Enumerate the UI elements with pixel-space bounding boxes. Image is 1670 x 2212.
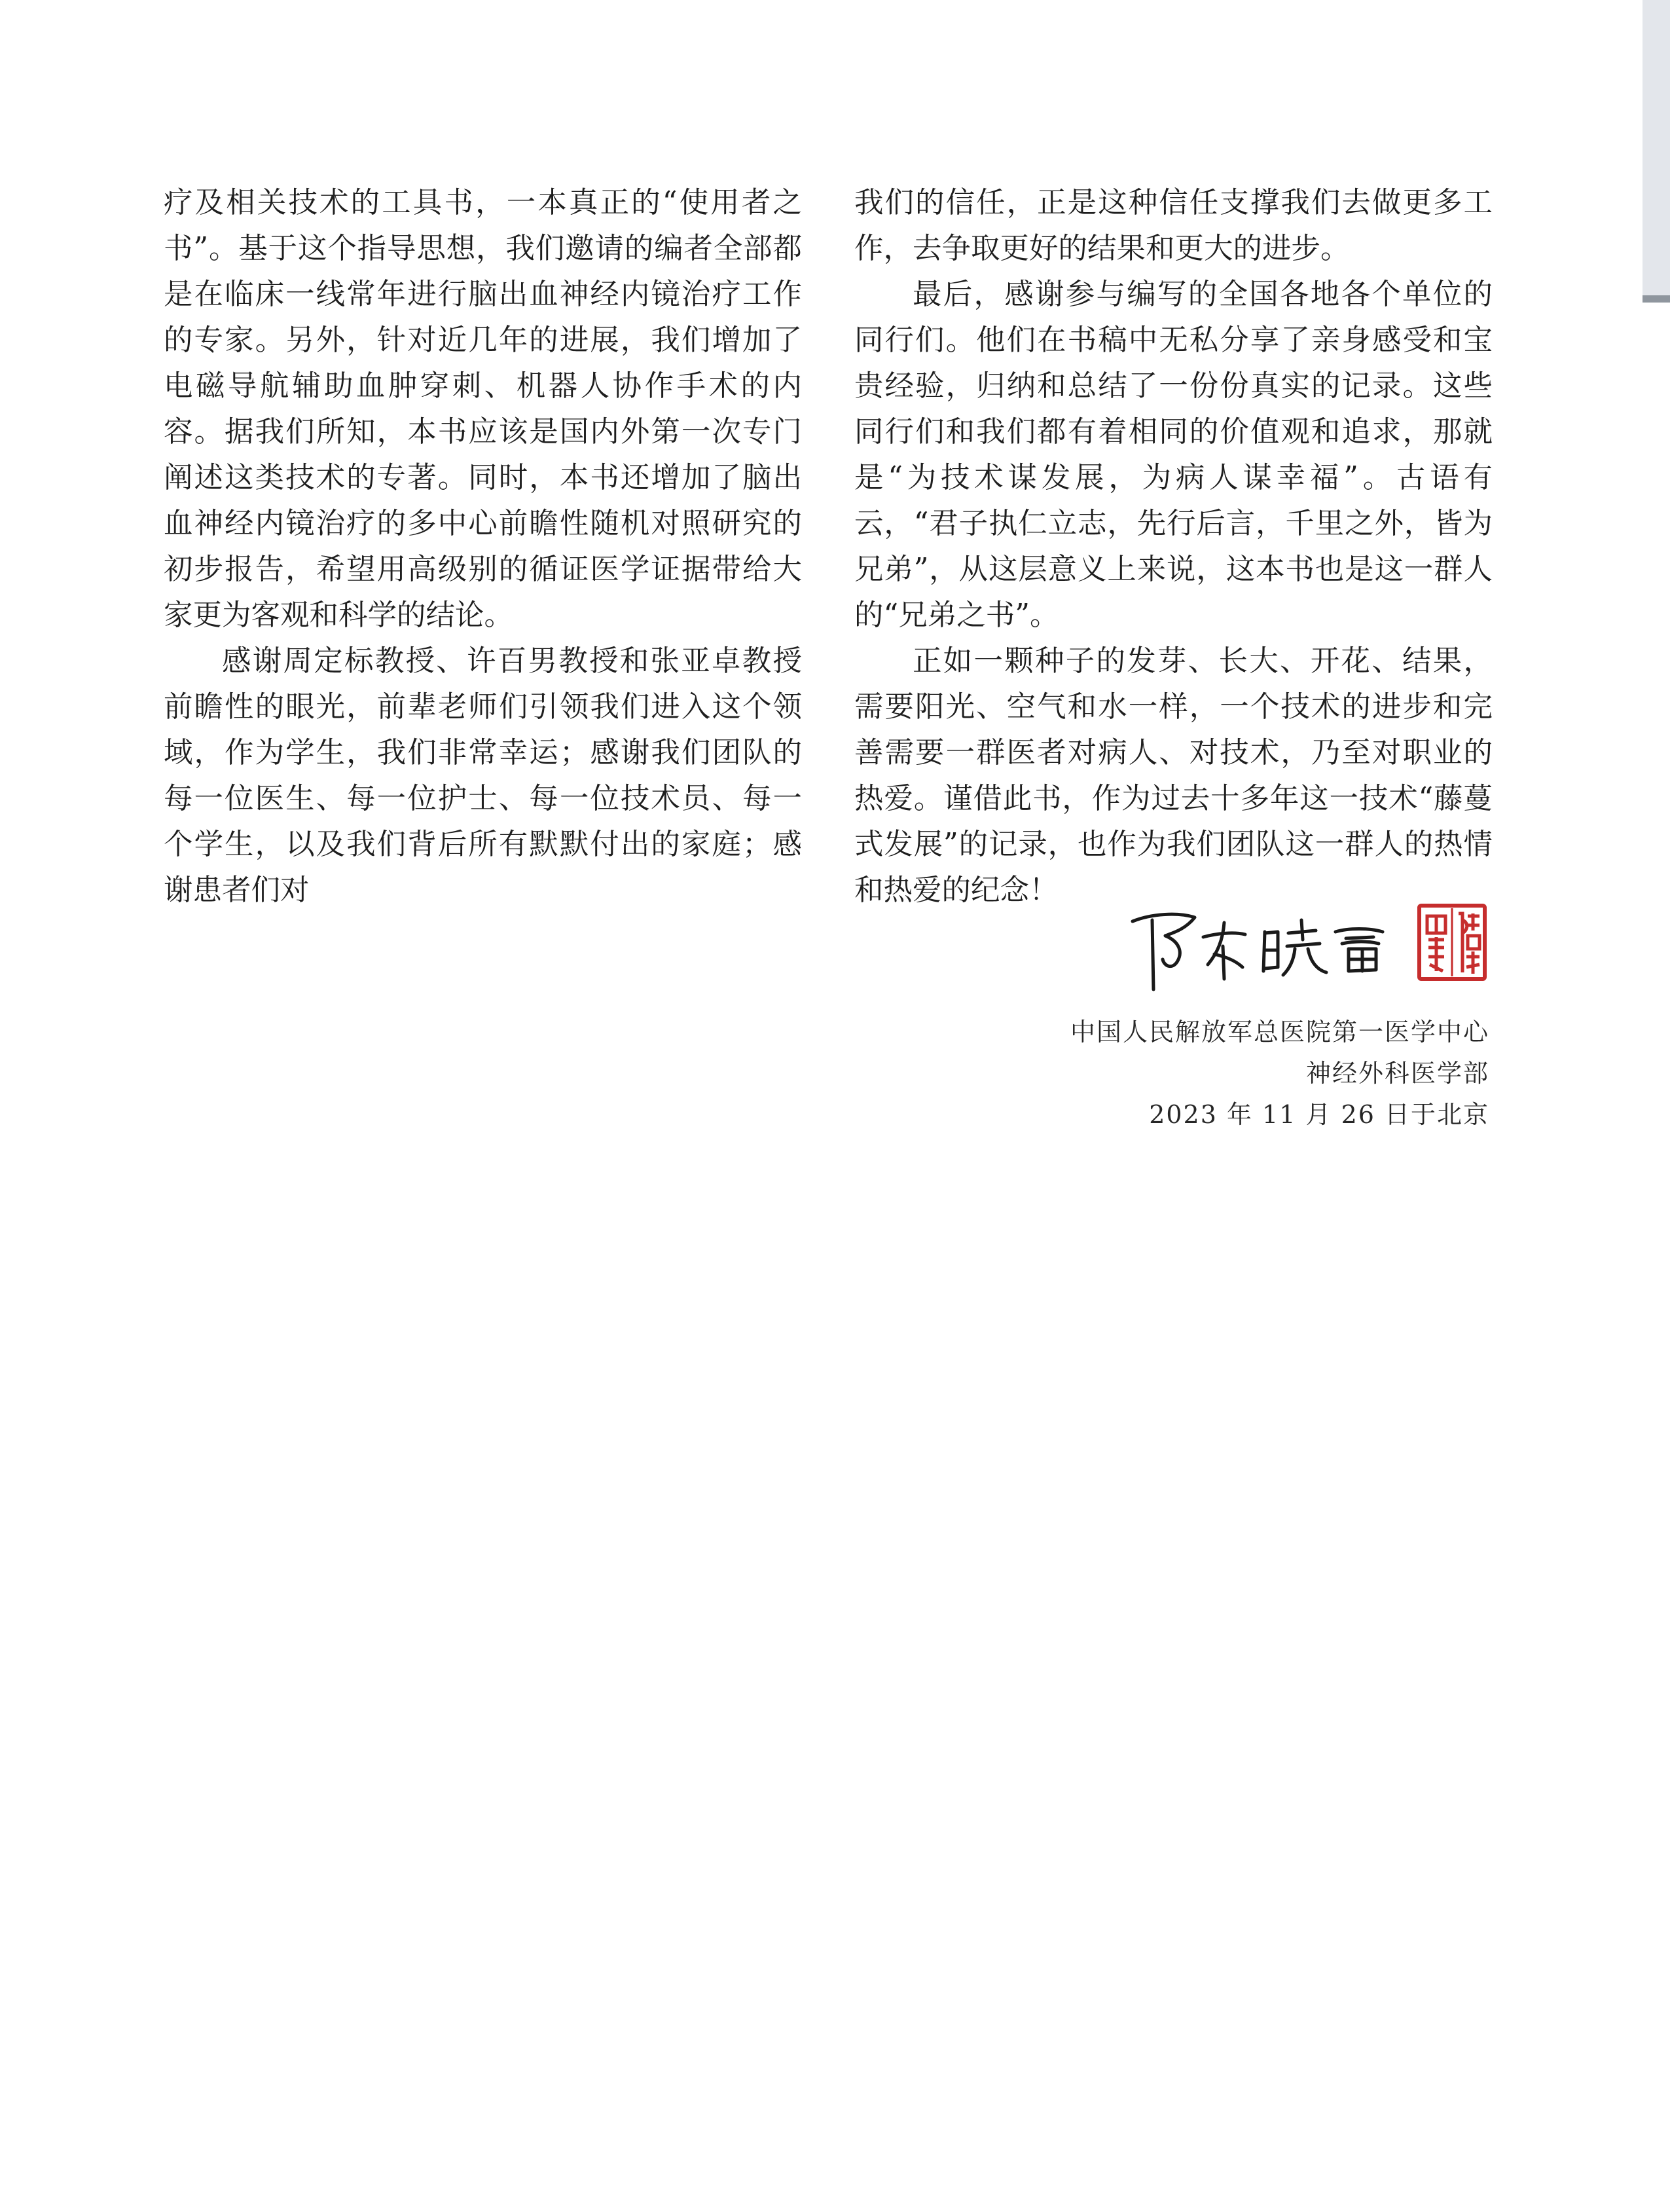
date-place: 2023 年 11 月 26 日于北京 — [1149, 1100, 1489, 1129]
paragraph: 我们的信任，正是这种信任支撑我们去做更多工作，去争取更好的结果和更大的进步。 — [854, 186, 1493, 265]
signature-block — [1126, 894, 1493, 992]
page-edge-tab — [1643, 0, 1670, 303]
institution-name: 中国人民解放军总医院第一医学中心 — [1070, 1018, 1489, 1046]
paragraph: 疗及相关技术的工具书，一本真正的“使用者之书”。基于这个指导思想，我们邀请的编者全部都是在临床一线常年进行脑出血神经内镜治疗工作的专家。另外，针对近几年的进展，我们增加了电磁导航辅助血肿穿刺、机器人协作手术的内容。据我们所知，本书应该是国内外第一次专门阐述这类技术的专著。同时，本书还增加了脑出血神经内镜治疗的多中心前瞻性随机对照研究的初步报告，希望用高级别的循证医学证据带给大家更为客观和科学的结论。 — [164, 186, 802, 632]
paragraph: 正如一颗种子的发芽、长大、开花、结果，需要阳光、空气和水一样，一个技术的进步和完善需要一群医者对病人、对技术，乃至对职业的热爱。谨借此书，作为过去十多年这一技术“藤蔓式发展”的记录，也作为我们团队这一群人的热情和热爱的纪念！ — [854, 644, 1493, 907]
paragraph: 感谢周定标教授、许百男教授和张亚卓教授前瞻性的眼光，前辈老师们引领我们进入这个领域，作为学生，我们非常幸运；感谢我们团队的每一位医生、每一位护士、每一位技术员、每一个学生，以及我们背后所有默默付出的家庭；感谢患者们对 — [164, 644, 802, 907]
handwritten-signature — [1133, 914, 1383, 989]
paragraph: 最后，感谢参与编写的全国各地各个单位的同行们。他们在书稿中无私分享了亲身感受和宝贵经验，归纳和总结了一份份真实的记录。这些同行们和我们都有着相同的价值观和追求，那就是“为技术谋发展，为病人谋幸福”。古语有云，“君子执仁立志，先行后言，千里之外，皆为兄弟”，从这层意义上来说，这本书也是这一群人的“兄弟之书”。 — [854, 278, 1493, 632]
text-column-left — [164, 180, 802, 913]
text-column-right — [854, 180, 1493, 913]
affiliation-block — [1070, 1012, 1489, 1135]
red-seal-stamp — [1419, 906, 1485, 979]
department-name: 神经外科医学部 — [1305, 1059, 1489, 1088]
